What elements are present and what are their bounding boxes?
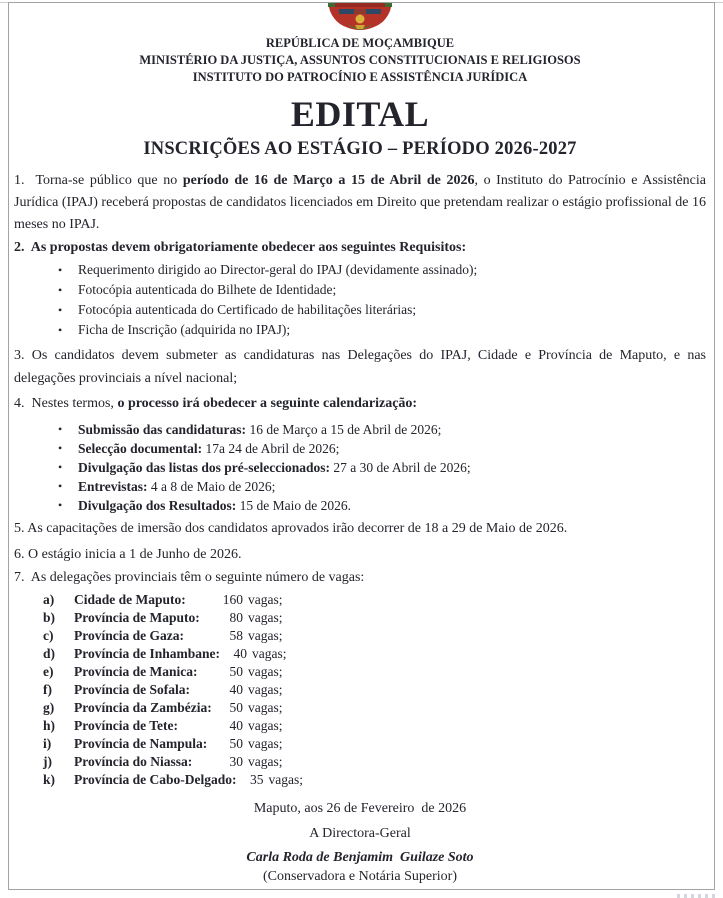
vaga-unit: vagas; (248, 592, 283, 607)
vaga-unit: vagas; (248, 736, 283, 751)
vaga-letter: k) (43, 772, 56, 787)
vaga-count: 50 (229, 736, 243, 751)
vaga-row (14, 735, 706, 753)
vaga-count: 50 (229, 664, 243, 679)
calendar-label: Selecção documental: (78, 441, 203, 456)
vaga-letter: a) (43, 592, 55, 607)
vaga-row (14, 717, 706, 735)
paragraph-4-pre: 4. Nestes termos, (14, 396, 118, 411)
org-header-line1: REPÚBLICA DE MOÇAMBIQUE (265, 36, 455, 50)
vaga-unit: vagas; (252, 646, 287, 661)
paragraph-5: 5. As capacitações de imersão dos candidatos aprovados irão decorrer de 18 a 29 de Maio de 2026. (14, 521, 568, 536)
document-title: EDITAL (290, 94, 430, 134)
calendar-list (14, 420, 706, 515)
bullet-icon: • (58, 498, 63, 512)
calendar-value: 16 de Março a 15 de Abril de 2026; (246, 422, 442, 437)
signature-block (14, 799, 706, 886)
paragraph-4 (14, 393, 706, 415)
scan-artifact (677, 894, 717, 898)
vaga-row (14, 699, 706, 717)
bullet-icon: • (58, 422, 63, 436)
bullet-icon: • (58, 441, 63, 455)
calendar-item (14, 439, 706, 458)
vaga-label: Província da Zambézia: (74, 700, 212, 715)
paragraph-7: 7. As delegações provinciais têm o seguinte número de vagas: (14, 570, 365, 585)
vaga-count: 40 (233, 646, 248, 661)
calendar-value: 4 a 8 de Maio de 2026; (147, 479, 276, 494)
vaga-unit: vagas; (248, 718, 283, 733)
mozambique-emblem-icon (327, 3, 393, 31)
vaga-row (14, 681, 706, 699)
vaga-count: 40 (229, 682, 243, 697)
calendar-text (78, 420, 441, 439)
vaga-label: Província do Niassa: (74, 754, 193, 769)
vaga-label: Província de Sofala: (74, 682, 190, 697)
vaga-label: Cidade de Maputo: (74, 592, 186, 607)
requisitos-list (14, 260, 706, 340)
bullet-icon: • (58, 263, 63, 277)
paragraph-2: 2. As propostas devem obrigatoriamente obedecer aos seguintes Requisitos: (14, 240, 467, 255)
signatory-name: Carla Roda de Benjamim Guilaze Soto (246, 850, 474, 865)
document-subtitle: INSCRIÇÕES AO ESTÁGIO – PERÍODO 2026-2027 (143, 139, 577, 159)
vaga-count: 80 (229, 610, 243, 625)
calendar-label: Divulgação dos Resultados: (78, 498, 237, 513)
org-header-line2: MINISTÉRIO DA JUSTIÇA, ASSUNTOS CONSTITUCIONAIS E RELIGIOSOS (139, 53, 581, 67)
vaga-count: 30 (229, 754, 243, 769)
vaga-row (14, 591, 706, 609)
vaga-letter: f) (43, 682, 52, 697)
calendar-label: Divulgação das listas dos pré-seleccionados: (78, 460, 331, 475)
requisito-text: Fotocópia autenticada do Bilhete de Identidade; (78, 282, 337, 297)
paragraph-6: 6. O estágio inicia a 1 de Junho de 2026. (14, 547, 242, 562)
calendar-label: Entrevistas: (78, 479, 148, 494)
signatory-role: A Directora-Geral (309, 826, 411, 841)
requisito-item (14, 320, 706, 340)
bullet-icon: • (58, 479, 63, 493)
signatory-title: (Conservadora e Notária Superior) (263, 869, 457, 884)
vaga-row (14, 609, 706, 627)
vaga-unit: vagas; (248, 682, 283, 697)
place-date: Maputo, aos 26 de Fevereiro de 2026 (253, 801, 467, 816)
vaga-letter: b) (43, 610, 56, 625)
calendar-value: 17a 24 de Abril de 2026; (202, 441, 340, 456)
requisito-text: Fotocópia autenticada do Certificado de habilitações literárias; (78, 302, 417, 317)
calendar-label: Submissão das candidaturas: (78, 422, 247, 437)
paragraph-1-post: , o Instituto do Patrocínio e Assistência Jurídica (IPAJ) receberá propostas de candidatos licenciados em Direito que pretendam realizar o estágio profissional de 16 meses no IPAJ. (14, 173, 707, 232)
bullet-icon: • (58, 283, 63, 297)
vaga-unit: vagas; (248, 610, 283, 625)
paragraph-1-pre: 1. Torna-se público que no (14, 173, 183, 188)
requisito-text: Ficha de Inscrição (adquirida no IPAJ); (78, 322, 291, 337)
requisito-item (14, 260, 706, 280)
vaga-row (14, 663, 706, 681)
org-header (14, 35, 706, 86)
vaga-unit: vagas; (248, 754, 283, 769)
calendar-item (14, 458, 706, 477)
vaga-letter: j) (43, 754, 52, 769)
vaga-label: Província de Cabo-Delgado: (74, 772, 237, 787)
paragraph-3: 3. Os candidatos devem submeter as candidaturas nas Delegações do IPAJ, Cidade e Província de Maputo, e nas delegações provinciais a nível nacional; (14, 348, 706, 386)
vaga-count: 58 (229, 628, 243, 643)
vaga-row (14, 645, 706, 663)
vaga-label: Província de Manica: (74, 664, 198, 679)
org-header-line3: INSTITUTO DO PATROCÍNIO E ASSISTÊNCIA JURÍDICA (192, 70, 528, 84)
calendar-text (78, 439, 339, 458)
vaga-letter: h) (43, 718, 56, 733)
vaga-letter: c) (43, 628, 54, 643)
vaga-letter: e) (43, 664, 54, 679)
vaga-unit: vagas; (248, 628, 283, 643)
bullet-icon: • (58, 303, 63, 317)
calendar-value: 27 a 30 de Abril de 2026; (330, 460, 471, 475)
requisito-text: Requerimento dirigido ao Director-geral do IPAJ (devidamente assinado); (78, 262, 478, 277)
calendar-text (78, 477, 275, 496)
paragraph-1 (14, 170, 706, 236)
paragraph-1-bold: período de 16 de Março a 15 de Abril de 2026 (182, 173, 475, 188)
vaga-row (14, 627, 706, 645)
bullet-icon: • (58, 323, 63, 337)
requisito-item (14, 280, 706, 300)
vaga-letter: d) (43, 646, 56, 661)
vaga-label: Província de Gaza: (74, 628, 184, 643)
vaga-unit: vagas; (248, 700, 283, 715)
vagas-list (14, 591, 706, 789)
emblem-wrap (14, 3, 706, 31)
vaga-label: Província de Inhambane: (74, 646, 221, 661)
vaga-count: 40 (229, 718, 243, 733)
vaga-unit: vagas; (248, 664, 283, 679)
calendar-value: 15 de Maio de 2026. (236, 498, 352, 513)
vaga-unit: vagas; (268, 772, 303, 787)
document-page (8, 2, 715, 890)
calendar-text (78, 458, 471, 477)
vaga-label: Província de Tete: (74, 718, 178, 733)
calendar-item (14, 420, 706, 439)
vaga-row (14, 753, 706, 771)
paragraph-4-bold: o processo irá obedecer a seguinte calendarização: (117, 396, 418, 411)
vaga-label: Província de Maputo: (74, 610, 200, 625)
requisito-item (14, 300, 706, 320)
vaga-letter: i) (43, 736, 52, 751)
calendar-item (14, 477, 706, 496)
calendar-item (14, 496, 706, 515)
vaga-letter: g) (43, 700, 55, 715)
document-content (14, 3, 706, 886)
calendar-text (78, 496, 351, 515)
vaga-count: 50 (229, 700, 243, 715)
vaga-count: 35 (250, 772, 264, 787)
vaga-count: 160 (222, 592, 243, 607)
vaga-row (14, 771, 706, 789)
bullet-icon: • (58, 460, 63, 474)
vaga-label: Província de Nampula: (74, 736, 208, 751)
